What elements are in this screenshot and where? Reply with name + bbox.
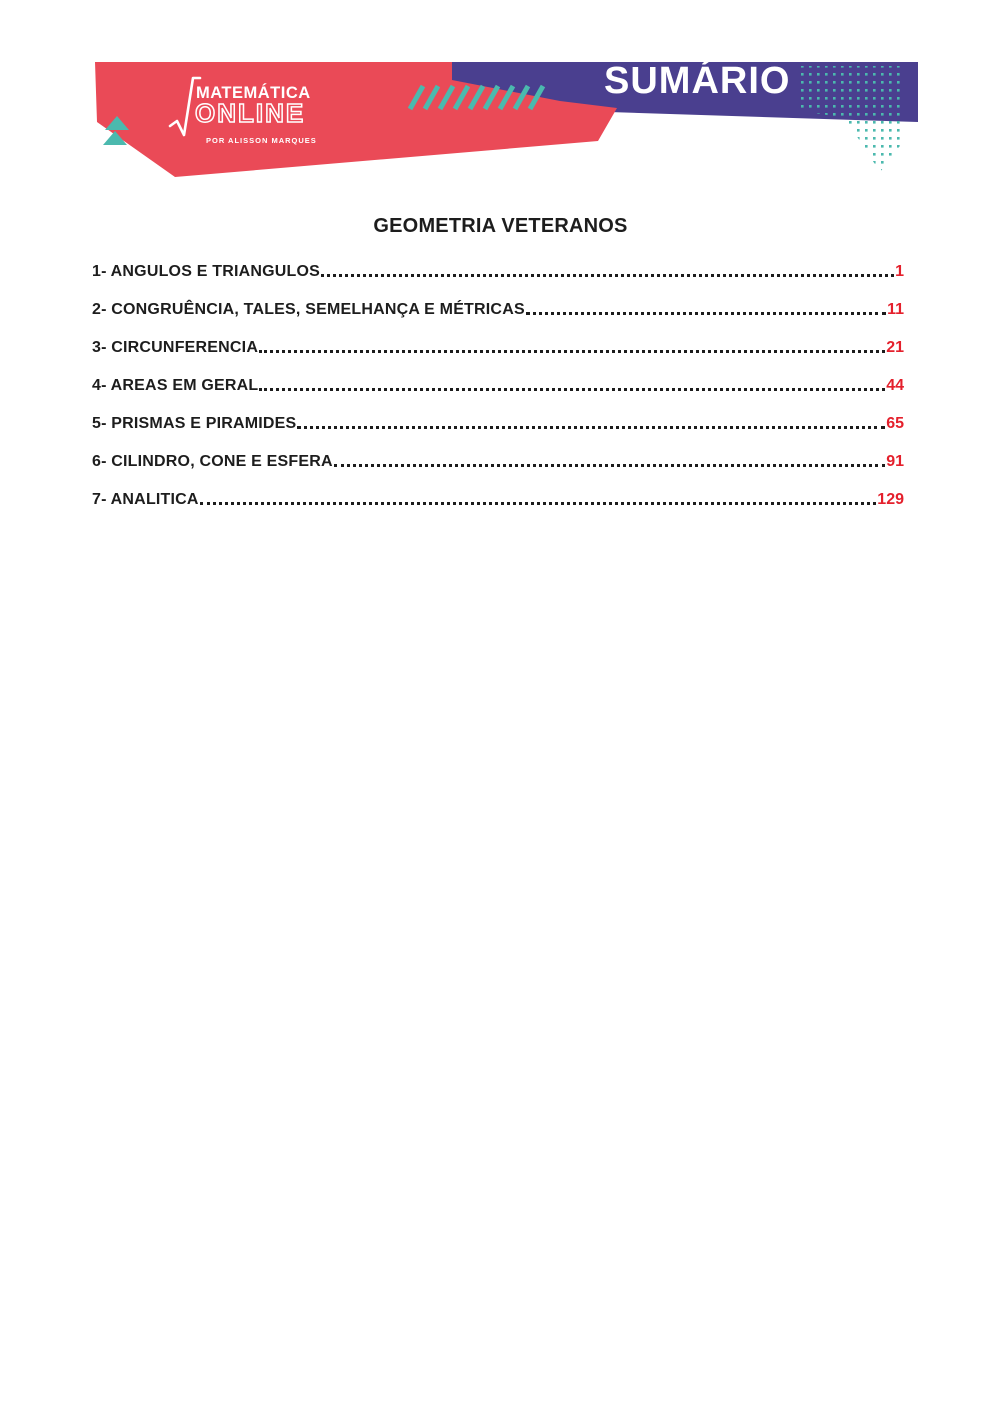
toc-list (92, 249, 904, 515)
toc-entry-page-number: 1 (895, 263, 904, 280)
toc-entry-label: 4- AREAS EM GERAL (92, 377, 259, 394)
toc-entry-page-number: 21 (886, 339, 904, 356)
toc-entry-page-number: 11 (887, 301, 904, 318)
toc-entry-page-number: 129 (877, 491, 904, 508)
toc-entry-page-number: 65 (886, 415, 904, 432)
dot-grid-icon (797, 66, 903, 172)
toc-dotted-leader (200, 502, 877, 505)
toc-dotted-leader (526, 312, 886, 315)
logo-title: MATEMÁTICA (196, 84, 311, 102)
toc-dotted-leader (259, 350, 885, 353)
toc-section-title: GEOMETRIA VETERANOS (373, 215, 628, 237)
page-title: SUMÁRIO (604, 60, 791, 102)
toc-entry-page-number: 91 (886, 453, 904, 470)
toc-entry-label: 6- CILINDRO, CONE E ESFERA (92, 453, 333, 470)
toc-dotted-leader (334, 464, 885, 467)
logo-byline: POR ALISSON MARQUES (206, 136, 317, 145)
toc-entry[interactable] (92, 325, 904, 363)
toc-entry[interactable] (92, 477, 904, 515)
toc-entry-page-number: 44 (886, 377, 904, 394)
toc-entry-label: 3- CIRCUNFERENCIA (92, 339, 259, 356)
toc-entry[interactable] (92, 249, 904, 287)
toc-entry-label: 5- PRISMAS E PIRAMIDES (92, 415, 297, 432)
toc-entry[interactable] (92, 287, 904, 325)
logo-subtitle: ONLINE (195, 98, 306, 128)
toc-dotted-leader (321, 274, 894, 277)
toc-entry[interactable] (92, 401, 904, 439)
toc-dotted-leader (259, 388, 885, 391)
toc-entry-label: 7- ANALITICA (92, 491, 199, 508)
toc-entry[interactable] (92, 363, 904, 401)
header-banner (0, 0, 1001, 200)
toc-entry-label: 2- CONGRUÊNCIA, TALES, SEMELHANÇA E MÉTRICAS (92, 301, 525, 318)
toc-entry[interactable] (92, 439, 904, 477)
toc-dotted-leader (297, 426, 885, 429)
toc-entry-label: 1- ANGULOS E TRIANGULOS (92, 263, 321, 280)
